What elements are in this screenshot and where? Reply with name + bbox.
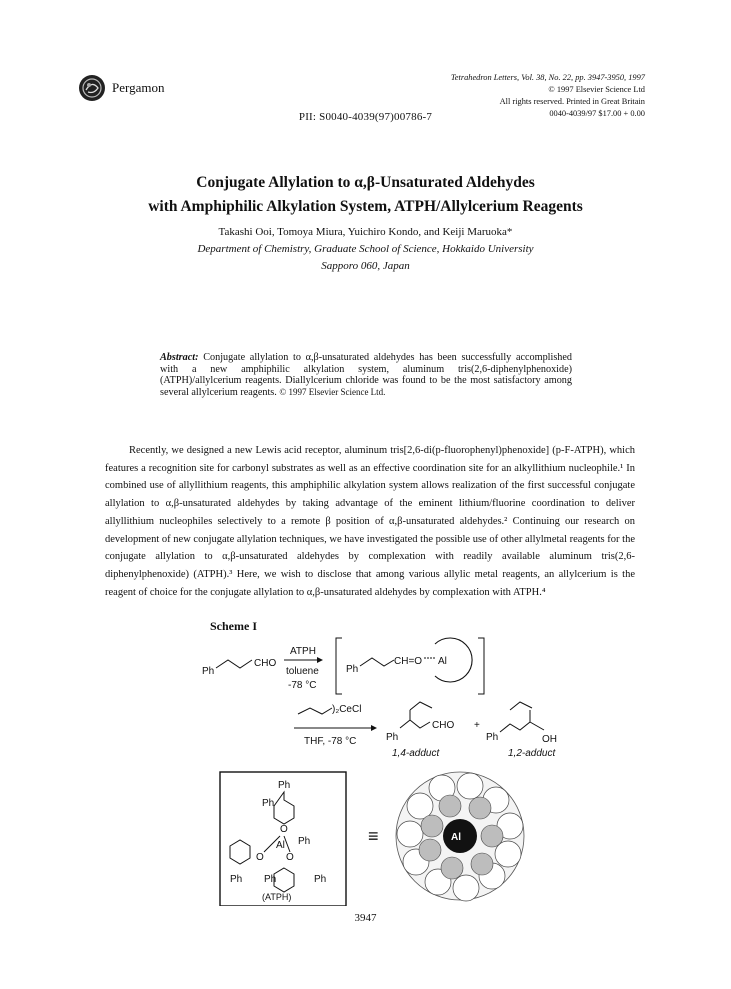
reagent-allylcerium: )₂CeCl	[332, 704, 362, 715]
author-names: Takashi Ooi, Tomoya Miura, Yuichiro Kondo, and Keiji Maruoka*	[218, 226, 513, 238]
atph-structure	[220, 772, 346, 906]
publisher-name: Pergamon	[112, 80, 165, 95]
equivalence-sign: ≡	[368, 826, 379, 846]
paragraph: Recently, we designed a new Lewis acid receptor, aluminum tris[2,6-di(p-fluorophenyl)phenoxide] (p-F-ATPH), which features a recognition site for carbonyl substrates as well as an effective coordination site for an alkyllithium nucleophile.¹ In combined use of allyllithium reagents, this amphiphilic alkylation system allows realization of the first successful conjugate allylation to α,β-unsaturated aldehydes by taking advantage of the eminent lithium/fluorine coordination to deliver allyllithium nucleophiles selectively to a remote β position of α,β-unsaturated aldehydes.² Continuing our research on development of new conjugate allylation techniques, we have investigated the possible use of other allylmetal reagents for the conjugate allylation to α,β-unsaturated aldehydes by complexation with readily available aluminum tris(2,6-diphenylphenoxide) (ATPH).³ Here, we wish to disclose that among various allylic metal reagents, an allylcerium is the reagent of choice for the conjugate allylation to α,β-unsaturated aldehydes by complexation with ATPH.⁴	[105, 445, 635, 598]
atph-o-left: O	[256, 852, 264, 863]
complex-structure	[336, 638, 484, 694]
scheme-figure	[180, 636, 580, 911]
space-filling-model	[396, 772, 524, 901]
body-text	[105, 442, 635, 601]
pergamon-logo-icon	[78, 74, 106, 102]
product-1-4-adduct	[386, 702, 454, 759]
product1-label: 1,4-adduct	[392, 748, 440, 759]
product2-label: 1,2-adduct	[508, 748, 556, 759]
affiliation: Department of Chemistry, Graduate School of Science, Hokkaido University	[197, 243, 534, 255]
author-block	[0, 224, 731, 275]
atph-o-top: O	[280, 824, 288, 835]
copyright-line: © 1997 Elsevier Science Ltd	[548, 85, 645, 94]
atph-ph-right: Ph	[298, 836, 311, 847]
affiliation-city: Sapporo 060, Japan	[321, 260, 410, 272]
journal-line: Tetrahedron Letters, Vol. 38, No. 22, pp. 3947-3950, 1997	[450, 73, 645, 82]
reaction-arrow-1	[284, 646, 323, 691]
abstract	[160, 352, 572, 398]
pii-line: PII: S0040-4039(97)00786-7	[298, 111, 433, 123]
price-line: 0040-4039/97 $17.00 + 0.00	[549, 109, 645, 118]
reaction-arrow-2	[294, 704, 377, 747]
solvent-thf: THF, -78 °C	[304, 736, 357, 747]
atph-ph-top: Ph	[278, 780, 291, 791]
abstract-text: Conjugate allylation to α,β-unsaturated aldehydes has been successfully accomplished with a new amphiphilic alkylation system, aluminum tris(2,6-diphenylphenoxide) (ATPH)/allylcerium reagents. Diallylcerium chloride was found to be the most satisfactory among several allylcerium reagents.	[160, 352, 572, 398]
title-line-2: with Amphiphilic Alkylation System, ATPH/Allylcerium Reagents	[148, 198, 583, 215]
publisher-logo	[78, 74, 106, 107]
atph-ph-mid: Ph	[262, 798, 275, 809]
title-line-1: Conjugate Allylation to α,β-Unsaturated Aldehydes	[196, 174, 535, 191]
product1-ph: Ph	[386, 732, 399, 743]
page-number: 3947	[354, 912, 377, 924]
product2-oh: OH	[542, 734, 557, 745]
plus-sign: +	[474, 720, 480, 731]
complex-ph: Ph	[346, 664, 359, 675]
product2-ph: Ph	[486, 732, 499, 743]
complex-ch-o: CH=O	[394, 656, 423, 667]
abstract-copyright: © 1997 Elsevier Science Ltd.	[279, 386, 386, 397]
substrate-cho: CHO	[254, 658, 277, 669]
solvent-toluene: toluene	[286, 666, 319, 677]
substrate-ph: Ph	[202, 666, 215, 677]
atph-o-right: O	[286, 852, 294, 863]
complex-al: Al	[438, 656, 447, 667]
temperature-1: -78 °C	[288, 680, 317, 691]
product-1-2-adduct	[486, 702, 557, 759]
paper-title	[0, 171, 731, 219]
scheme-title: Scheme I	[210, 619, 257, 633]
abstract-label: Abstract:	[160, 352, 199, 363]
model-al-label: Al	[451, 832, 461, 843]
rights-line: All rights reserved. Printed in Great Britain	[499, 97, 645, 106]
atph-ph-left: Ph	[230, 874, 243, 885]
reagent-atph: ATPH	[290, 646, 316, 657]
atph-ph-low: Ph	[264, 874, 277, 885]
atph-caption: (ATPH)	[262, 892, 292, 902]
product1-cho: CHO	[432, 720, 455, 731]
atph-ph-lowright: Ph	[314, 874, 327, 885]
substrate-structure	[202, 658, 276, 677]
reaction-scheme-svg	[180, 636, 580, 906]
atph-al: Al	[276, 840, 285, 851]
